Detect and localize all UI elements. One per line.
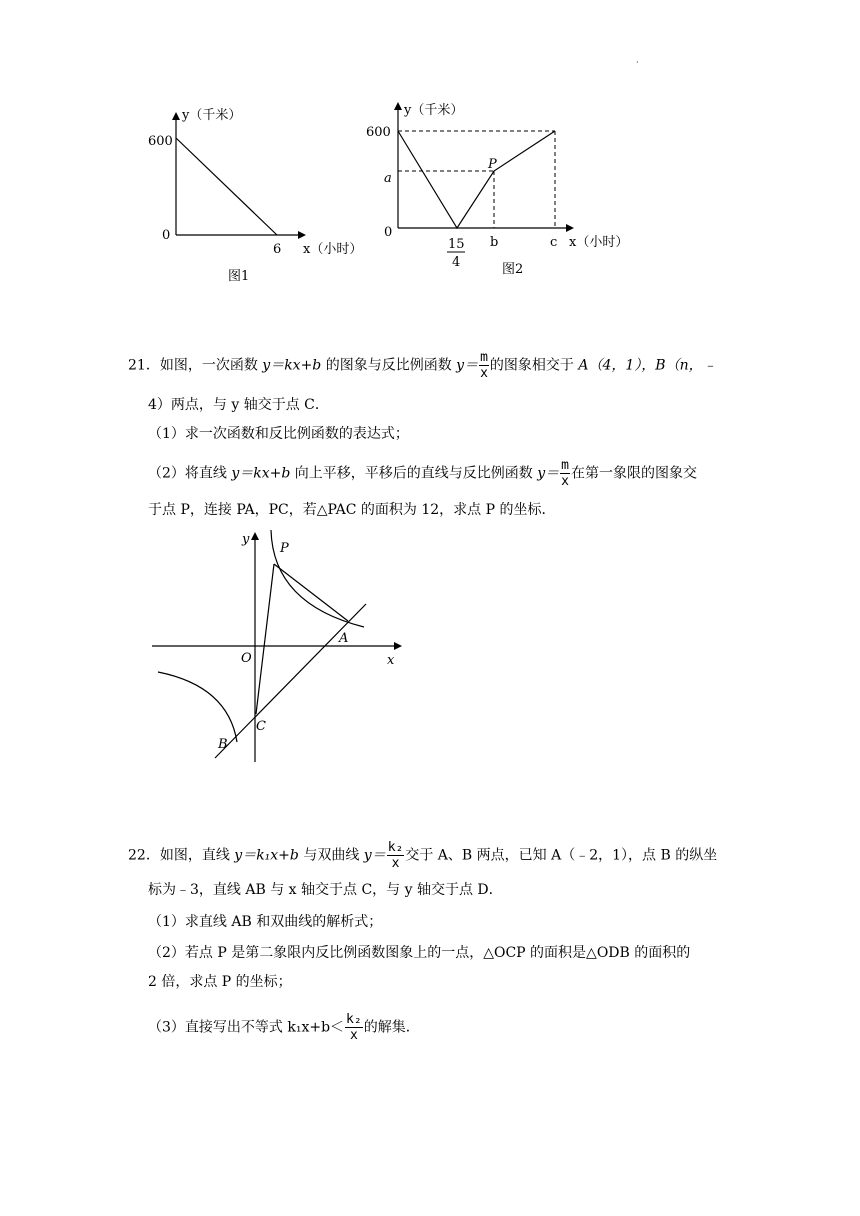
fig1-x-label: x（小时） (303, 242, 363, 257)
figure-1 (140, 100, 380, 290)
q21-fraction (479, 350, 489, 381)
figure-2 (360, 92, 650, 292)
q21-part2-line2: 于点 P，连接 PA，PC，若△PAC 的面积为 12，求点 P 的坐标． (148, 502, 556, 518)
q22-part3 (148, 1012, 420, 1043)
fig2-x-tick-den: 4 (452, 255, 461, 270)
q22-text-c: 交于 A、B 两点，已知 A（﹣2，1），点 B 的纵坐 (405, 847, 718, 864)
q22-part3-frac-num: k₂ (346, 1012, 362, 1027)
fig2-y-tick-a: a (384, 171, 392, 186)
fig1-y-label: y（千米） (182, 108, 242, 123)
fig2-y-label: y（千米） (404, 103, 464, 118)
q22-text-b: 与双曲线 (298, 847, 364, 864)
fig21-line-ab (215, 604, 366, 758)
q22-y-eq: y＝ (363, 847, 386, 864)
q21-part2-frac-num: m (561, 458, 569, 473)
q21-line1 (128, 350, 717, 381)
q21-part2-frac-den: x (561, 474, 569, 489)
q22-part3-fraction (345, 1012, 363, 1043)
q21-number: 21． (128, 357, 160, 374)
q22-part2-line2: 2 倍，求点 P 的坐标； (148, 974, 292, 990)
fig21-line-pa (274, 564, 348, 621)
q21-text-c: 的图象相交于 (489, 357, 579, 374)
fig21-point-a: A (339, 631, 349, 646)
fig2-polyline (398, 131, 555, 228)
q22-line2: 标为﹣3，直线 AB 与 x 轴交于点 C，与 y 轴交于点 D． (148, 882, 503, 898)
q21-points: A（4，1），B（n，﹣ (578, 357, 717, 374)
q21-text: 如图，一次函数 (159, 357, 263, 374)
q21-part2-fraction (560, 458, 570, 489)
fig21-x-label: x (387, 653, 395, 668)
q21-part1: （1）求一次函数和反比例函数的表达式； (148, 426, 409, 442)
fig21-point-b: B (218, 737, 228, 752)
q22-text: 如图，直线 (159, 847, 235, 864)
fig21-point-p: P (280, 541, 289, 556)
q22-line1 (128, 840, 717, 871)
fig2-point-p: P (488, 157, 497, 172)
q21-part2-text: （2）将直线 (148, 465, 232, 482)
fig2-origin: 0 (384, 225, 393, 240)
fig2-x-tick-num: 15 (448, 237, 465, 252)
q21-part2-text-c: 在第一象限的图象交 (571, 465, 697, 482)
fig1-x-arrow (298, 231, 306, 239)
q22-part3-text-b: 的解集． (363, 1019, 420, 1036)
fig2-x-tick-b: b (490, 235, 499, 250)
q22-fraction (387, 840, 405, 871)
q21-part2-text-b: 向上平移，平移后的直线与反比例函数 (290, 465, 538, 482)
q22-number: 22． (128, 847, 160, 864)
q22-frac-num: k₂ (387, 840, 404, 855)
q21-equation: y＝kx+b (262, 357, 322, 374)
fig21-line-pc (256, 564, 274, 714)
q22-frac-den: x (391, 856, 400, 871)
q21-text-b: 的图象与反比例函数 (321, 357, 457, 374)
page-mark: · (636, 58, 639, 67)
fig1-caption: 图1 (228, 269, 250, 284)
fig1-line (176, 138, 277, 235)
fig21-x-arrow (394, 642, 402, 650)
q21-part2-y-eq: y＝ (537, 465, 560, 482)
fig21-y-arrow (251, 532, 259, 540)
q21-frac-den: x (480, 366, 488, 381)
q21-y-eq: y＝ (456, 357, 479, 374)
fig1-x-tick: 6 (273, 242, 282, 257)
q22-part3-text: （3）直接写出不等式 k₁x+b＜ (148, 1019, 345, 1036)
fig2-y-tick-600: 600 (366, 125, 391, 140)
fig1-origin: 0 (162, 228, 171, 243)
fig2-x-tick-c: c (550, 235, 558, 250)
fig2-caption: 图2 (502, 262, 524, 277)
fig21-y-label: y (242, 532, 250, 547)
q22-equation: y＝k₁x+b (234, 847, 299, 864)
q21-part2-equation: y＝kx+b (231, 465, 291, 482)
q21-frac-num: m (480, 350, 488, 365)
fig2-y-arrow (394, 102, 402, 110)
q21-line2: 4）两点，与 y 轴交于点 C． (148, 397, 329, 413)
fig2-x-arrow (566, 224, 574, 232)
q22-part3-frac-den: x (349, 1028, 358, 1043)
fig21-hyperbola-q3 (158, 672, 237, 742)
fig21-origin: O (241, 651, 252, 666)
fig1-y-tick: 600 (148, 134, 173, 149)
fig21-point-c: C (256, 719, 266, 734)
q21-part2-line1 (148, 458, 697, 489)
figure-21 (148, 526, 408, 766)
fig1-y-arrow (172, 112, 180, 120)
q22-part2-line1: （2）若点 P 是第二象限内反比例函数图象上的一点，△OCP 的面积是△ODB 的面积的 (148, 945, 691, 961)
fig2-x-label: x（小时） (569, 235, 629, 250)
q22-part1: （1）求直线 AB 和双曲线的解析式； (148, 914, 383, 930)
